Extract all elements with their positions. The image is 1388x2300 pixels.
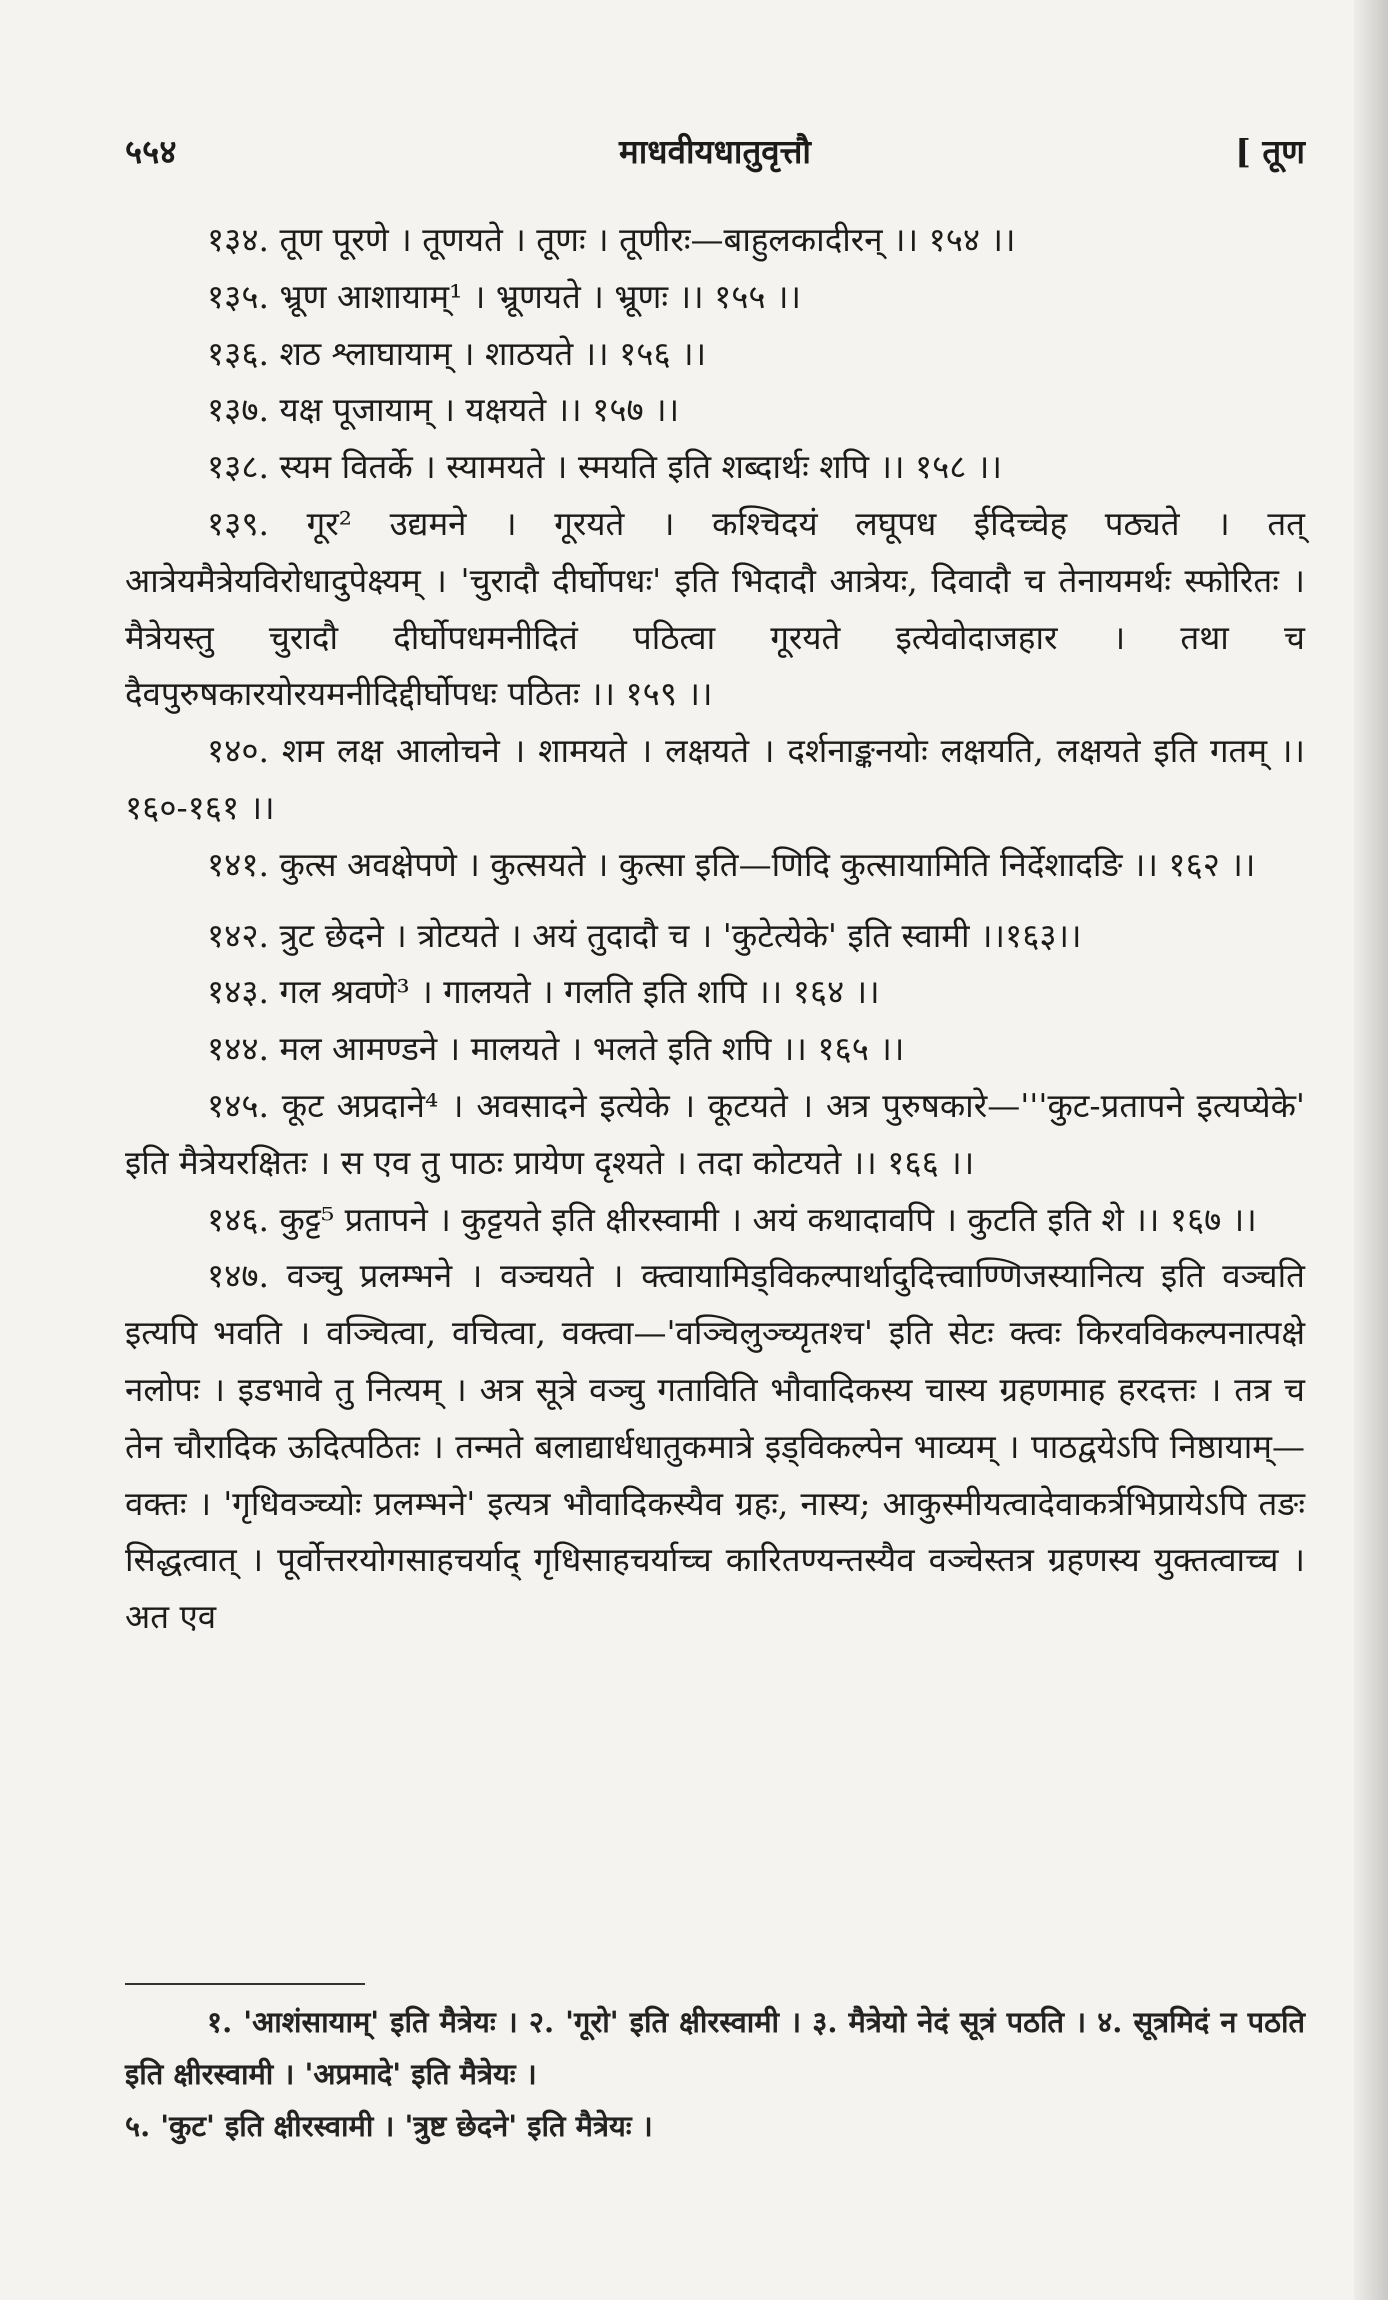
- entry-134: १३४. तूण पूरणे । तूणयते । तूणः । तूणीरः—बाहुलकादीरन् ।। १५४ ।।: [207, 220, 1016, 259]
- entry-136: १३६. शठ श्लाघायाम् । शाठयते ।। १५६ ।।: [207, 333, 707, 373]
- entry-147: १४७. वञ्चु प्रलम्भने । वञ्चयते । क्त्वायामिड्विकल्पार्थादुदित्त्वाण्णिजस्यानित्य इति वञ्चति इत्यपि भवति । वञ्चित्वा, वचित्वा, वक्त्वा—'वञ्चिलुञ्च्यृतश्च' इति सेटः क्त्वः किरवविकल्पनात्पक्षे नलोपः । इडभावे तु नित्यम् । अत्र सूत्रे वञ्चु गताविति भौवादिकस्य चास्य ग्रहणमाह हरदत्तः । तत्र च तेन चौरादिक ऊदित्पठितः । तन्मते बलाद्यार्धधातुकमात्रे इड्विकल्पेन भाव्यम् । पाठद्वयेऽपि निष्ठायाम्—वक्तः । 'गृधिवञ्च्योः प्रलम्भने' इत्यत्र भौवादिकस्यैव ग्रहः, नास्य; आकुस्मीयत्वादेवाकर्त्रभिप्रायेऽपि तङः सिद्धत्वात् । पूर्वोत्तरयोगसाहचर्याद् गृधिसाहचर्याच्च कारितण्यन्तस्यैव वञ्चेस्तत्र ग्रहणस्य युक्तत्वाच्च । अत एव: [125, 1256, 1305, 1637]
- entry-139: १३९. गूर² उद्यमने । गूरयते । कश्चिदयं लघूपध ईदिच्चेह पठ्यते । तत् आत्रेयमैत्रेयविरोधादुपेक्ष्यम् । 'चुरादौ दीर्घोपधः' इति भिदादौ आत्रेयः, दिवादौ च तेनायमर्थः स्फोरितः । मैत्रेयस्तु चुरादौ दीर्घोपधमनीदितं पठित्वा गूरयते इत्येवोदाजहार । तथा च दैवपुरुषकारयोरयमनीदिद्दीर्घोपधः पठितः ।। १५९ ।।: [125, 503, 1305, 714]
- entry-138: १३८. स्यम वितर्के । स्यामयते । स्मयति इति शब्दार्थः शपि ।। १५८ ।।: [207, 447, 1002, 487]
- entry-144: १४४. मल आमण्डने । मालयते । भलते इति शपि ।। १६५ ।।: [207, 1029, 905, 1069]
- entry-143: १४३. गल श्रवणे³ । गालयते । गलति इति शपि ।। १६४ ।।: [207, 972, 880, 1012]
- footnote-divider: [125, 1983, 365, 1985]
- entry-140: १४०. शम लक्ष आलोचने । शामयते । लक्षयते । दर्शनाङ्कनयोः लक्षयति, लक्षयते इति गतम् ।। १६०-१६१ ।।: [125, 731, 1305, 827]
- page-number: ५५४: [125, 132, 177, 171]
- footnotes: [125, 1996, 1305, 2152]
- running-header: [125, 128, 1305, 184]
- entry-141: १४१. कुत्स अवक्षेपणे । कुत्सयते । कुत्सा इति—णिदि कुत्सायामिति निर्देशादङि ।। १६२ ।।: [207, 844, 1256, 884]
- running-title: माधवीयधातुवृत्तौ: [619, 132, 811, 171]
- main-text: [125, 212, 1305, 1646]
- entry-142: १४२. त्रुट छेदने । त्रोटयते । अयं तुदादौ च । 'कुटेत्येके' इति स्वामी ।।१६३।।: [207, 915, 1082, 955]
- entry-135: १३५. भ्रूण आशायाम्¹ । भ्रूणयते । भ्रूणः ।। १५५ ।।: [207, 276, 802, 316]
- running-headword: [ तूण: [1235, 132, 1305, 171]
- entry-137: १३७. यक्ष पूजायाम् । यक्षयते ।। १५७ ।।: [207, 390, 680, 430]
- entry-145: १४५. कूट अप्रदाने⁴ । अवसादने इत्येके । कूटयते । अत्र पुरुषकारे—'''कुट-प्रतापने इत्यप्येके' इति मैत्रेयरक्षितः । स एव तु पाठः प्रायेण दृश्यते । तदा कोटयते ।। १६६ ।।: [125, 1085, 1305, 1182]
- entry-146: १४६. कुट्ट⁵ प्रतापने । कुट्टयते इति क्षीरस्वामी । अयं कथादावपि । कुटति इति शे ।। १६७ ।।: [207, 1199, 1257, 1239]
- footnote-line: ५. 'कुट' इति क्षीरस्वामी । 'त्रुष्ट छेदने' इति मैत्रेयः ।: [125, 2109, 653, 2143]
- footnote-line: १. 'आशंसायाम्' इति मैत्रेयः । २. 'गूरो' इति क्षीरस्वामी । ३. मैत्रेयो नेदं सूत्रं पठति । ४. सूत्रमिदं न पठति इति क्षीरस्वामी । 'अप्रमादे' इति मैत्रेयः ।: [125, 2005, 1305, 2091]
